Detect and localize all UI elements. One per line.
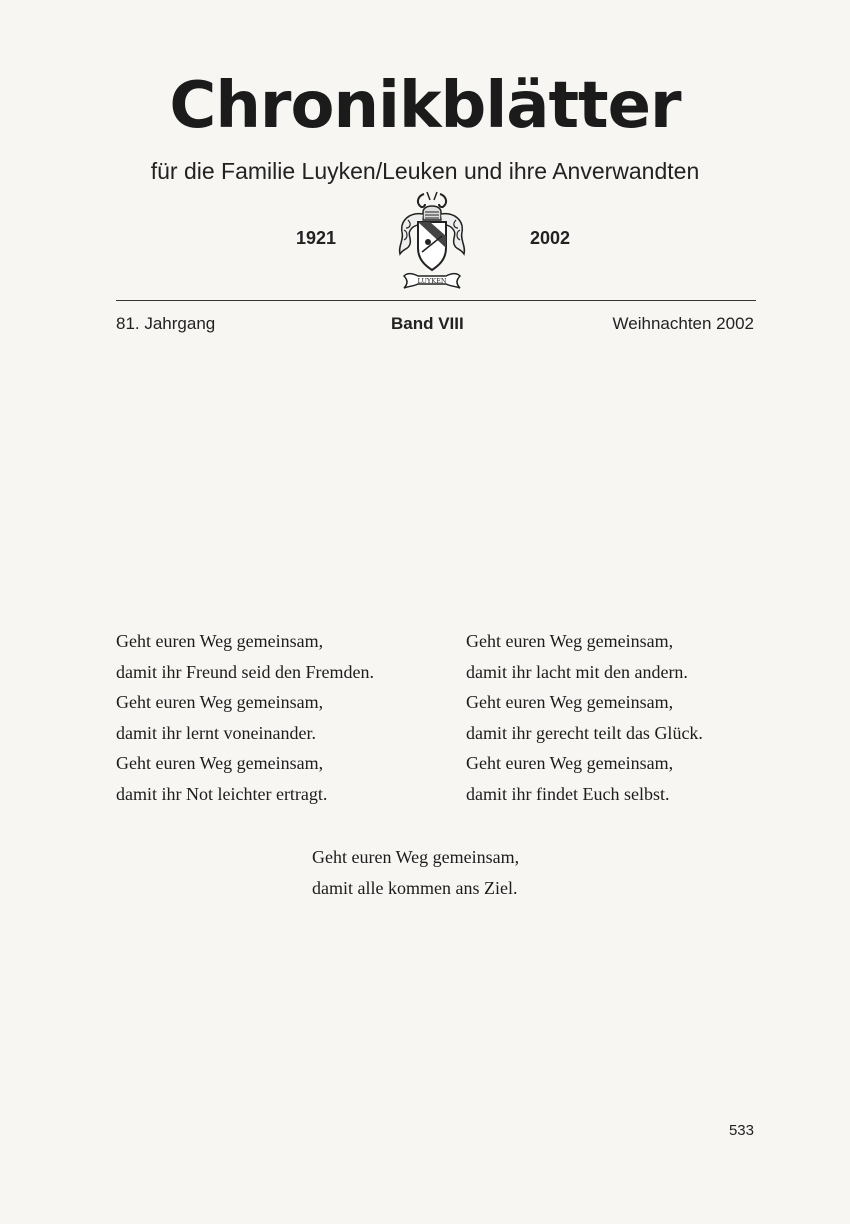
poem-closing	[312, 842, 519, 903]
poem-line: damit alle kommen ans Ziel.	[312, 877, 518, 898]
page-subtitle: für die Familie Luyken/Leuken und ihre Anverwandten	[150, 158, 700, 184]
poem-line: damit ihr lernt voneinander.	[116, 722, 316, 743]
poem-line: damit ihr lacht mit den andern.	[466, 661, 688, 682]
volume-year: 81. Jahrgang	[116, 314, 216, 333]
poem-line: damit ihr findet Euch selbst.	[466, 783, 670, 804]
crest-motto: LUYKEN	[417, 277, 447, 285]
edition-label: Weihnachten 2002	[612, 314, 754, 333]
poem-column-left	[116, 626, 374, 809]
poem-line: Geht euren Weg gemeinsam,	[116, 753, 324, 773]
page-title: Chronikblätter	[169, 69, 681, 143]
poem-line: damit ihr Freund seid den Fremden.	[116, 661, 374, 682]
poem-line: Geht euren Weg gemeinsam,	[312, 847, 520, 867]
header-divider	[116, 300, 756, 301]
poem-line: Geht euren Weg gemeinsam,	[466, 692, 674, 712]
band-label: Band VIII	[391, 314, 464, 333]
poem-line: Geht euren Weg gemeinsam,	[116, 692, 324, 712]
poem-line: Geht euren Weg gemeinsam,	[116, 631, 324, 651]
family-coat-of-arms-icon	[394, 190, 470, 292]
poem-column-right	[466, 626, 703, 809]
poem-line: Geht euren Weg gemeinsam,	[466, 753, 674, 773]
page-number: 533	[728, 1122, 754, 1139]
poem-line: Geht euren Weg gemeinsam,	[466, 631, 674, 651]
year-start: 1921	[296, 228, 337, 248]
poem-line: damit ihr Not leichter ertragt.	[116, 783, 328, 804]
poem-line: damit ihr gerecht teilt das Glück.	[466, 722, 703, 743]
year-end: 2002	[530, 228, 571, 248]
